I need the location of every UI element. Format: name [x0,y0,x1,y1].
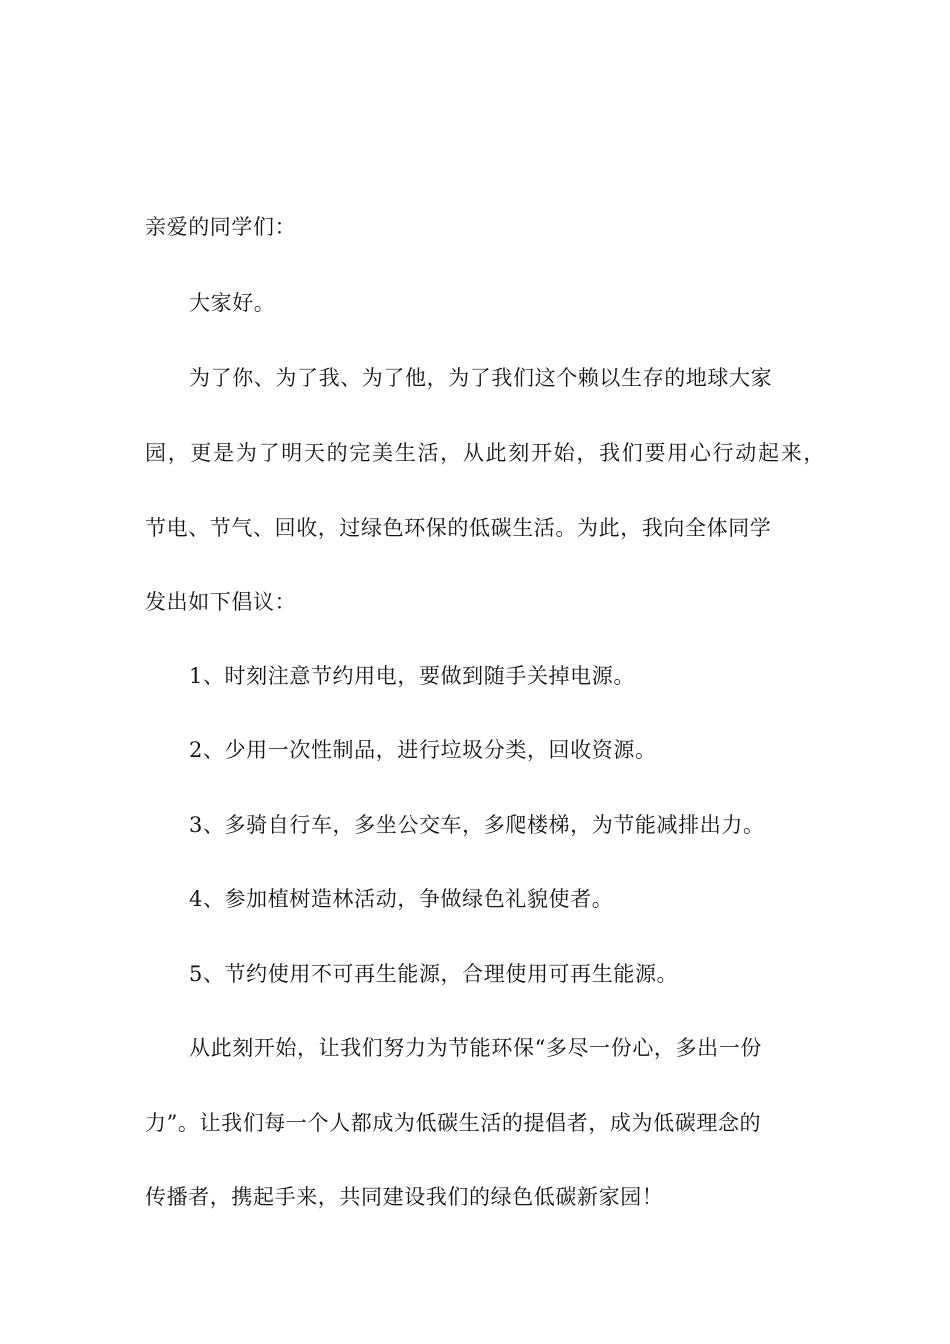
closing-line-3: 传播者，携起手来，共同建设我们的绿色低碳新家园！ [145,1185,664,1209]
proposal-item-1: 1、时刻注意节约用电，要做到随手关掉电源。 [189,664,635,688]
intro-line-4: 发出如下倡议： [145,590,297,614]
closing-line-2: 力”。让我们每一个人都成为低碳生活的提倡者，成为低碳理念的 [145,1111,762,1135]
intro-line-1: 为了你、为了我、为了他，为了我们这个赖以生存的地球大家 [189,366,773,390]
salutation: 亲爱的同学们： [145,215,297,239]
intro-line-3: 节电、节气、回收，过绿色环保的低碳生活。为此，我向全体同学 [145,516,772,540]
proposal-item-3: 3、多骑自行车，多坐公交车，多爬楼梯，为节能减排出力。 [189,813,765,837]
intro-line-2: 园，更是为了明天的完美生活，从此刻开始，我们要用心行动起来， [145,441,825,465]
closing-line-1: 从此刻开始，让我们努力为节能环保“多尽一份心，多出一份 [189,1036,762,1060]
proposal-item-2: 2、少用一次性制品，进行垃圾分类，回收资源。 [189,738,657,762]
proposal-item-4: 4、参加植树造林活动，争做绿色礼貌使者。 [189,887,614,911]
greeting: 大家好。 [189,291,276,315]
proposal-item-5: 5、节约使用不可再生能源，合理使用可再生能源。 [189,962,679,986]
